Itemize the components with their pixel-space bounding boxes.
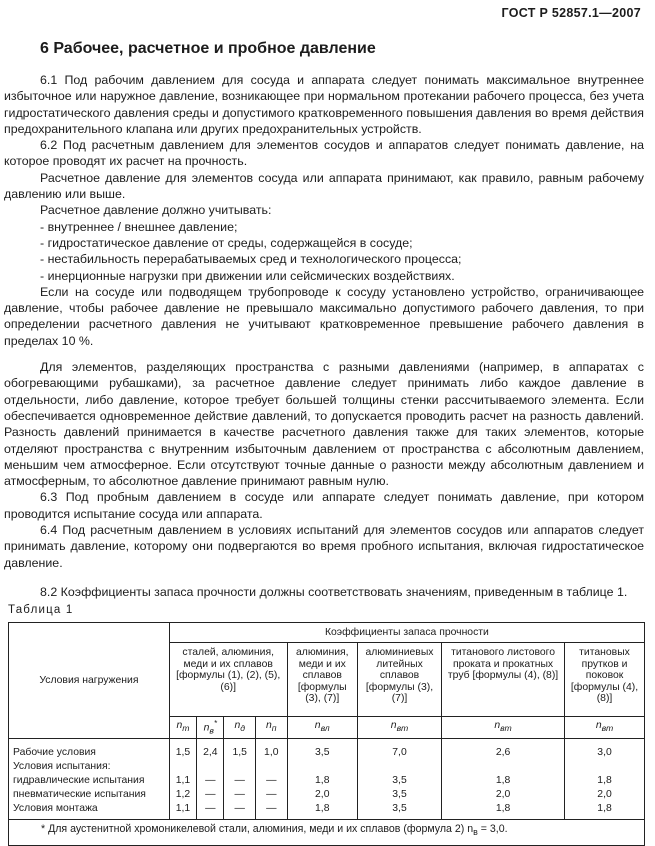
header-load-conditions: Условия нагружения [9,623,170,739]
section-body [4,72,644,571]
table-row: пневматические испытания 1,2 — — — 2,0 3,5 2,0 2,0 [9,788,645,802]
header-cast-aluminum: алюминиевых литейных сплавов [формулы (3), (7)] [357,643,441,717]
paragraph-6-3: 6.3 Под пробным давлением в сосуде или аппарате следует понимать давление, при котором проводится испытание сосуда или аппарата. [4,490,644,521]
paragraph-design-pressure: Расчетное давление для элементов сосуда или аппарата принимают, как правило, равным рабочему давлению или выше. [4,170,644,202]
symbol-cell: $n_{вт}$ [565,717,645,739]
paragraph-limiting-device: Если на сосуде или подводящем трубопроводе к сосуду установлено устройство, ограничивающее давление, чтобы рабочее давление не превышало максимально допустимого рабочего давления, то при определении расчетного давления не учитывают кратковременное превышение рабочего давления в пределах 10 %. [4,284,644,348]
symbol-cell: $n_{вт}$ [357,717,441,739]
list-item: - нестабильность перерабатываемых сред и технологического процесса; [40,252,462,267]
table-row: гидравлические испытания 1,1 — — — 1,8 3,5 1,8 1,8 [9,774,645,788]
paragraph-8-2: 8.2 Коэффициенты запаса прочности должны соответствовать значениям, приведенным в таблице 1. [40,585,628,599]
table-row: Рабочие условия 1,5 2,4 1,5 1,0 3,5 7,0 2,6 3,0 [9,739,645,761]
symbol-cell: $n_{вт}$ [442,717,565,739]
header-titanium-sheet: титанового листового проката и прокатных труб [формулы (4), (8)] [442,643,565,717]
list-item: - гидростатическое давление от среды, содержащейся в сосуде; [40,235,413,250]
symbol-cell: $n_т$ [169,717,196,739]
header-steels: сталей, алюминия, меди и их сплавов [формулы (1), (2), (5), (6)] [169,643,287,717]
table-footnote: * Для аустенитной хромоникелевой стали, алюминия, меди и их сплавов (формула 2) $n_в = 3,0$. [9,820,645,846]
paragraph-6-4: 6.4 Под расчетным давлением в условиях испытаний для элементов сосудов или аппаратов следует принимать давление, которому они подвергаются во время пробного испытания, включая гидростатическое давление. [4,523,644,570]
document-id: ГОСТ Р 52857.1—2007 [501,6,641,20]
table-row: Условия монтажа 1,1 — — — 1,8 3,5 1,8 1,8 [9,802,645,820]
paragraph-separating-elements: Для элементов, разделяющих пространства с разными давлениями (например, в аппаратах с обогревающими рубашками), за расчетное давление следует принимать либо каждое давление в отдельности, либо давление, которое требует большей толщины стенки рассчитываемого элемента. Если обеспечивается одновременное действие давлений, то допускается проводить расчет на разность давлений. Разность давлений принимается в качестве расчетного давления также для таких элементов, которые отделяют пространства с внутренним избыточным давлением от пространства с абсолютным давлением, меньшим чем атмосферное. Если отсутствуют точные данные о разности между абсолютным давлением и атмосферным, то абсолютное давление принимают равным нулю. [4,360,644,489]
symbol-cell: $n_{вл}$ [287,717,357,739]
safety-factor-table [8,622,645,846]
paragraph-6-2: 6.2 Под расчетным давлением для элементов сосудов и аппаратов следует понимать давление, на которое проводят их расчет на прочность. [4,138,644,169]
symbol-cell: $n_в^*$ [197,717,224,739]
header-titanium-bars: титановых прутков и поковок [формулы (4),(8)] [565,643,645,717]
symbol-cell: $n_п$ [256,717,288,739]
section-title: 6 Рабочее, расчетное и пробное давление [40,40,376,57]
header-aluminum-copper: алюминия, меди и их сплавов [формулы (3), (7)] [287,643,357,717]
header-safety-factors: Коэффициенты запаса прочности [169,623,644,643]
symbol-cell: $n_д$ [224,717,256,739]
paragraph-6-1: 6.1 Под рабочим давлением для сосуда и аппарата следует понимать максимальное внутреннее избыточное или наружное давление, возникающее при нормальном протекании рабочего процесса, без учета гидростатического давления среды и допустимого кратковременного повышения давления во время действия предохранительного клапана или других предохранительных устройств. [4,73,644,136]
table-caption: Таблица 1 [8,604,74,616]
list-item: - инерционные нагрузки при движении или сейсмических воздействиях. [40,268,455,283]
table-row: Условия испытания: [9,760,645,774]
paragraph-consider: Расчетное давление должно учитывать: [40,203,272,218]
list-item: - внутреннее / внешнее давление; [40,219,238,234]
